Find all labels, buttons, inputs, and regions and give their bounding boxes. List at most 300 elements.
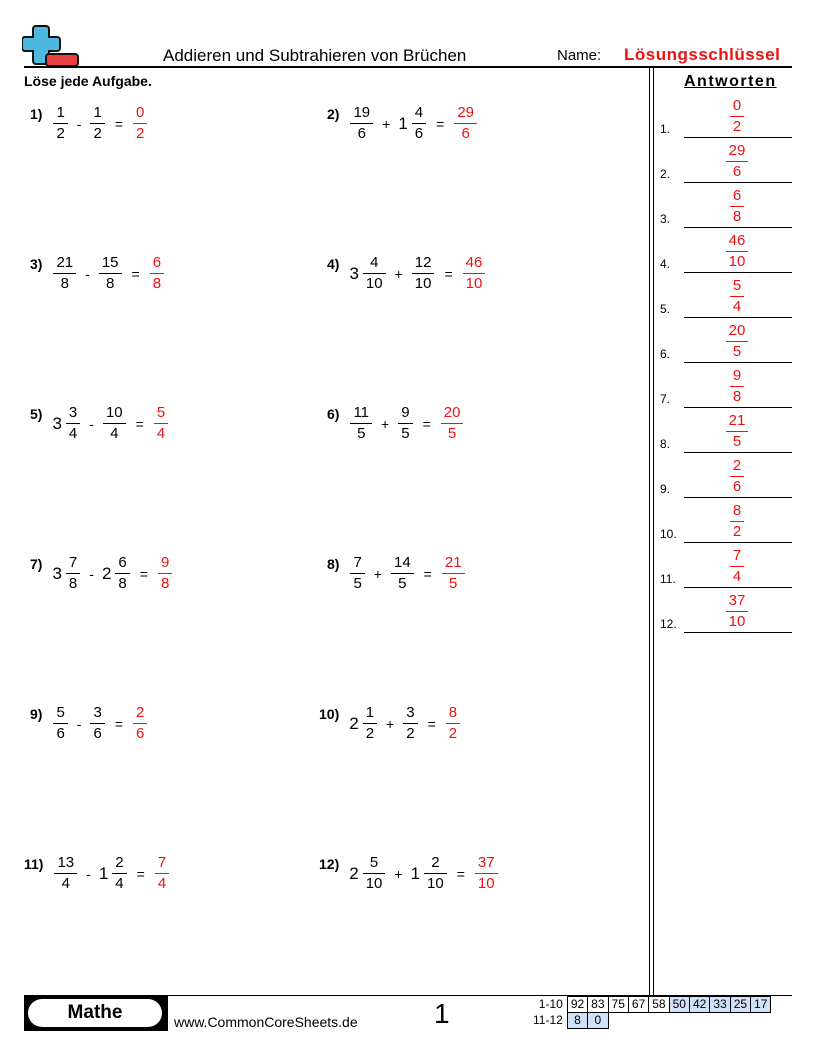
numerator: 29	[728, 142, 746, 159]
answer-number: 11.	[660, 572, 676, 586]
fraction-bar	[730, 476, 744, 477]
whole-number: 1	[98, 863, 109, 883]
header-rule	[24, 66, 792, 68]
answer-key-item	[660, 498, 792, 543]
denominator: 10	[427, 875, 444, 892]
answer	[441, 404, 464, 443]
score-row	[530, 1013, 771, 1029]
answer	[133, 704, 147, 743]
answer	[154, 404, 168, 443]
fraction-bar	[475, 873, 498, 874]
denominator: 6	[732, 163, 742, 180]
operand-a	[350, 104, 373, 143]
fraction-bar	[363, 273, 386, 274]
problem-number: 4)	[327, 256, 340, 272]
whole-number: 1	[398, 113, 408, 133]
answer-number: 6.	[660, 347, 671, 361]
denominator: 2	[93, 125, 102, 142]
operand-a	[53, 254, 76, 293]
answer-fraction	[712, 322, 762, 361]
denominator: 10	[365, 875, 383, 892]
numerator: 3	[93, 704, 102, 721]
answer-fraction	[712, 232, 762, 271]
equals-sign: =	[444, 265, 453, 282]
numerator: 21	[444, 554, 462, 571]
numerator: 2	[136, 704, 145, 721]
fraction-bar	[726, 611, 749, 612]
score-cell: 92	[567, 997, 587, 1013]
answer-key-title: Antworten	[684, 73, 777, 90]
operand-b	[99, 254, 122, 293]
denominator: 6	[357, 125, 366, 142]
numerator: 7	[157, 854, 167, 871]
operand-a	[54, 854, 77, 893]
denominator: 8	[105, 275, 115, 292]
denominator: 8	[118, 575, 127, 592]
score-cell: 8	[567, 1013, 587, 1029]
fraction-bar	[412, 123, 426, 124]
answer	[446, 704, 460, 743]
fraction-bar	[403, 723, 417, 724]
name-value: Lösungsschlüssel	[624, 45, 781, 64]
answer	[454, 104, 477, 143]
denominator: 2	[406, 725, 415, 742]
page-number: 1	[434, 998, 450, 1029]
fraction-bar	[446, 723, 460, 724]
denominator: 2	[732, 523, 742, 540]
operator: -	[86, 865, 91, 882]
operand-a	[363, 704, 377, 743]
denominator: 4	[156, 425, 166, 442]
fraction-bar	[350, 423, 372, 424]
denominator: 8	[68, 575, 78, 592]
equals-sign: =	[136, 865, 145, 882]
denominator: 4	[732, 298, 742, 315]
operand-b	[398, 404, 412, 443]
score-cell: 42	[689, 997, 709, 1013]
answer-number: 10.	[660, 527, 677, 541]
fraction-bar	[155, 873, 169, 874]
numerator: 21	[728, 412, 746, 429]
operand-a	[350, 404, 372, 443]
fraction-bar	[424, 873, 447, 874]
fraction-bar	[350, 573, 364, 574]
numerator: 20	[443, 404, 461, 421]
numerator: 4	[370, 254, 379, 271]
fraction-bar	[103, 423, 126, 424]
problem-number: 7)	[30, 556, 43, 572]
operand-b	[90, 104, 104, 143]
denominator: 10	[414, 275, 432, 292]
plus-minus-icon	[22, 24, 80, 68]
numerator: 0	[136, 104, 145, 121]
problem-number: 8)	[327, 556, 340, 572]
answer	[463, 254, 486, 293]
problem-number: 1)	[30, 106, 43, 122]
denominator: 10	[477, 875, 495, 892]
answer-fraction	[712, 547, 762, 586]
fraction-bar	[66, 423, 80, 424]
numerator: 12	[414, 254, 432, 271]
denominator: 10	[465, 275, 483, 292]
answer-number: 8.	[660, 437, 671, 451]
answer-fraction	[712, 367, 762, 406]
denominator: 8	[732, 388, 742, 405]
numerator: 46	[728, 232, 746, 249]
fraction-bar	[53, 273, 76, 274]
denominator: 5	[732, 433, 742, 450]
answer-key-item	[660, 588, 792, 633]
denominator: 5	[447, 425, 457, 442]
denominator: 8	[732, 208, 742, 225]
score-range-label: 1-10	[538, 997, 563, 1011]
operator: -	[76, 115, 82, 132]
answer-key-item	[660, 273, 792, 318]
equals-sign: =	[135, 415, 144, 432]
denominator: 4	[115, 875, 124, 892]
problem-1	[30, 104, 150, 143]
problem-12	[319, 854, 501, 893]
numerator: 7	[353, 554, 362, 571]
equals-sign: =	[427, 715, 436, 732]
fraction-bar	[730, 566, 744, 567]
denominator: 4	[732, 568, 742, 585]
fraction-bar	[133, 723, 147, 724]
numerator: 2	[431, 854, 440, 871]
numerator: 1	[365, 704, 375, 721]
answer-fraction	[712, 277, 762, 316]
fraction-bar	[350, 123, 373, 124]
fraction-bar	[90, 123, 104, 124]
numerator: 9	[401, 404, 410, 421]
numerator: 1	[56, 104, 65, 121]
answer	[133, 104, 147, 143]
whole-number: 3	[52, 413, 62, 433]
fraction-bar	[730, 386, 744, 387]
score-row	[530, 997, 771, 1013]
subject-label: Mathe	[28, 999, 162, 1027]
answer-number: 7.	[660, 392, 671, 406]
numerator: 9	[160, 554, 170, 571]
fraction-bar	[154, 423, 168, 424]
operator: +	[394, 265, 403, 282]
numerator: 7	[68, 554, 78, 571]
denominator: 10	[365, 275, 383, 292]
problem-6	[327, 404, 466, 443]
operator: +	[373, 565, 382, 582]
answer-number: 4.	[660, 257, 671, 271]
operator: +	[381, 415, 390, 432]
answer-fraction	[712, 142, 762, 181]
operator: -	[85, 265, 90, 282]
fraction-bar	[730, 521, 744, 522]
answer-key-item	[660, 318, 792, 363]
operand-a	[363, 854, 386, 893]
operator: +	[394, 865, 403, 882]
whole-number: 2	[101, 563, 112, 583]
problem-number: 6)	[327, 406, 340, 422]
equals-sign: =	[139, 565, 148, 582]
answer-line	[684, 632, 792, 633]
fraction-bar	[150, 273, 164, 274]
fraction-bar	[726, 161, 749, 162]
denominator: 5	[401, 425, 410, 442]
name-label: Name:	[557, 47, 602, 64]
problem-number: 9)	[30, 706, 43, 722]
denominator: 2	[448, 725, 458, 742]
equals-sign: =	[422, 415, 431, 432]
problem-number: 10)	[319, 706, 340, 722]
operand-b	[412, 104, 426, 143]
fraction-bar	[730, 206, 744, 207]
numerator: 8	[448, 704, 458, 721]
numerator: 1	[93, 104, 102, 121]
problem-number: 3)	[30, 256, 43, 272]
score-cell: 83	[588, 997, 608, 1013]
answer	[158, 554, 172, 593]
answer-number: 2.	[660, 167, 671, 181]
denominator: 6	[136, 725, 145, 742]
answer	[475, 854, 498, 893]
fraction-bar	[726, 431, 749, 432]
equals-sign: =	[436, 115, 445, 132]
denominator: 4	[68, 425, 78, 442]
fraction-bar	[398, 423, 412, 424]
numerator: 19	[353, 104, 371, 121]
whole-number: 3	[52, 563, 62, 583]
denominator: 2	[732, 118, 742, 135]
numerator: 46	[465, 254, 483, 271]
denominator: 6	[732, 478, 742, 495]
denominator: 4	[110, 425, 119, 442]
denominator: 2	[56, 125, 65, 142]
operand-b	[403, 704, 417, 743]
numerator: 15	[101, 254, 119, 271]
numerator: 3	[68, 404, 78, 421]
denominator: 5	[449, 575, 458, 592]
problem-5	[30, 404, 171, 443]
operand-a	[66, 404, 80, 443]
answer-number: 9.	[660, 482, 671, 496]
problem-number: 5)	[30, 406, 43, 422]
answer-key-item	[660, 93, 792, 138]
operand-b	[115, 554, 129, 593]
equals-sign: =	[131, 265, 140, 282]
problem-number: 2)	[327, 106, 340, 122]
whole-number: 1	[410, 863, 421, 883]
operator: -	[89, 565, 94, 582]
problem-2	[327, 104, 480, 143]
denominator: 5	[398, 575, 407, 592]
fraction-bar	[54, 873, 77, 874]
problem-number: 11)	[24, 856, 44, 872]
whole-number: 2	[349, 713, 359, 733]
problem-11	[24, 854, 172, 893]
fraction-bar	[115, 573, 129, 574]
worksheet-title: Addieren und Subtrahieren von Brüchen	[163, 46, 467, 65]
numerator: 13	[57, 854, 75, 871]
operand-b	[112, 854, 126, 893]
numerator: 5	[732, 277, 742, 294]
score-cell: 75	[608, 997, 628, 1013]
numerator: 6	[152, 254, 162, 271]
denominator: 5	[357, 425, 366, 442]
answer-fraction	[712, 97, 762, 136]
denominator: 6	[93, 725, 102, 742]
numerator: 37	[728, 592, 746, 609]
operator: +	[382, 115, 391, 132]
numerator: 3	[406, 704, 415, 721]
score-cell: 67	[628, 997, 648, 1013]
numerator: 6	[118, 554, 127, 571]
answer-key-item	[660, 408, 792, 453]
numerator: 8	[732, 502, 742, 519]
operand-a	[363, 254, 386, 293]
denominator: 8	[60, 275, 69, 292]
denominator: 8	[152, 275, 162, 292]
problem-4	[327, 254, 488, 293]
numerator: 21	[56, 254, 74, 271]
operand-a	[53, 704, 67, 743]
answer-key-item	[660, 183, 792, 228]
operator: -	[76, 715, 82, 732]
answer-fraction	[712, 412, 762, 451]
equals-sign: =	[456, 865, 465, 882]
denominator: 5	[732, 343, 742, 360]
numerator: 29	[457, 104, 475, 121]
answer-fraction	[712, 187, 762, 226]
fraction-bar	[363, 873, 386, 874]
fraction-bar	[726, 341, 749, 342]
column-divider	[649, 68, 654, 995]
problem-7	[30, 554, 175, 593]
answer-number: 3.	[660, 212, 671, 226]
fraction-bar	[53, 723, 67, 724]
numerator: 4	[414, 104, 424, 121]
fraction-bar	[53, 123, 67, 124]
operator: +	[386, 715, 395, 732]
instructions: Löse jede Aufgabe.	[24, 73, 152, 89]
answer	[150, 254, 164, 293]
numerator: 6	[732, 187, 742, 204]
numerator: 14	[393, 554, 411, 571]
equals-sign: =	[423, 565, 432, 582]
numerator: 7	[732, 547, 742, 564]
score-cell: 0	[588, 1013, 608, 1029]
answer-key-item	[660, 453, 792, 498]
equals-sign: =	[114, 115, 123, 132]
numerator: 9	[732, 367, 742, 384]
denominator: 2	[136, 125, 145, 142]
denominator: 4	[61, 875, 70, 892]
website-link[interactable]: www.CommonCoreSheets.de	[174, 1014, 358, 1030]
numerator: 2	[115, 854, 124, 871]
answer-key-item	[660, 363, 792, 408]
score-cell: 17	[751, 997, 771, 1013]
denominator: 5	[353, 575, 362, 592]
operand-b	[412, 254, 435, 293]
answer-number: 5.	[660, 302, 671, 316]
operand-b	[103, 404, 126, 443]
numerator: 20	[728, 322, 746, 339]
denominator: 6	[461, 125, 470, 142]
score-cell: 25	[730, 997, 750, 1013]
fraction-bar	[442, 573, 465, 574]
fraction-bar	[66, 573, 80, 574]
answer-key-item	[660, 228, 792, 273]
fraction-bar	[726, 251, 749, 252]
problem-9	[30, 704, 150, 743]
fraction-bar	[90, 723, 104, 724]
fraction-bar	[99, 273, 122, 274]
answer	[442, 554, 465, 593]
answer-key-item	[660, 543, 792, 588]
answer-fraction	[712, 457, 762, 496]
denominator: 10	[728, 613, 746, 630]
score-cell: 33	[710, 997, 730, 1013]
fraction-bar	[363, 723, 377, 724]
numerator: 5	[56, 704, 65, 721]
denominator: 8	[160, 575, 170, 592]
fraction-bar	[112, 873, 126, 874]
answer-fraction	[712, 592, 762, 631]
problem-10	[319, 704, 463, 743]
score-table	[530, 996, 771, 1029]
fraction-bar	[463, 273, 486, 274]
fraction-bar	[454, 123, 477, 124]
answer	[155, 854, 169, 893]
problem-8	[327, 554, 468, 593]
denominator: 2	[365, 725, 375, 742]
fraction-bar	[133, 123, 147, 124]
whole-number: 3	[349, 263, 359, 283]
numerator: 11	[353, 404, 370, 421]
problem-number: 12)	[319, 856, 340, 872]
numerator: 2	[732, 457, 742, 474]
fraction-bar	[441, 423, 464, 424]
operand-a	[350, 554, 364, 593]
score-range-label: 11-12	[533, 1013, 563, 1027]
problem-3	[30, 254, 167, 293]
numerator: 37	[477, 854, 495, 871]
answer-key-item	[660, 138, 792, 183]
denominator: 4	[157, 875, 167, 892]
denominator: 6	[414, 125, 424, 142]
fraction-bar	[158, 573, 172, 574]
equals-sign: =	[114, 715, 123, 732]
fraction-bar	[412, 273, 435, 274]
operand-a	[66, 554, 80, 593]
numerator: 10	[105, 404, 123, 421]
operand-b	[424, 854, 447, 893]
fraction-bar	[391, 573, 414, 574]
operator: -	[89, 415, 94, 432]
whole-number: 2	[349, 863, 359, 883]
fraction-bar	[730, 116, 744, 117]
answer-number: 12.	[660, 617, 677, 631]
numerator: 5	[369, 854, 379, 871]
score-cell: 50	[669, 997, 689, 1013]
operand-a	[53, 104, 67, 143]
answer-number: 1.	[660, 122, 671, 136]
answer-fraction	[712, 502, 762, 541]
fraction-bar	[730, 296, 744, 297]
denominator: 10	[728, 253, 746, 270]
denominator: 6	[56, 725, 65, 742]
numerator: 0	[732, 97, 742, 114]
operand-b	[391, 554, 414, 593]
score-cell: 58	[649, 997, 669, 1013]
